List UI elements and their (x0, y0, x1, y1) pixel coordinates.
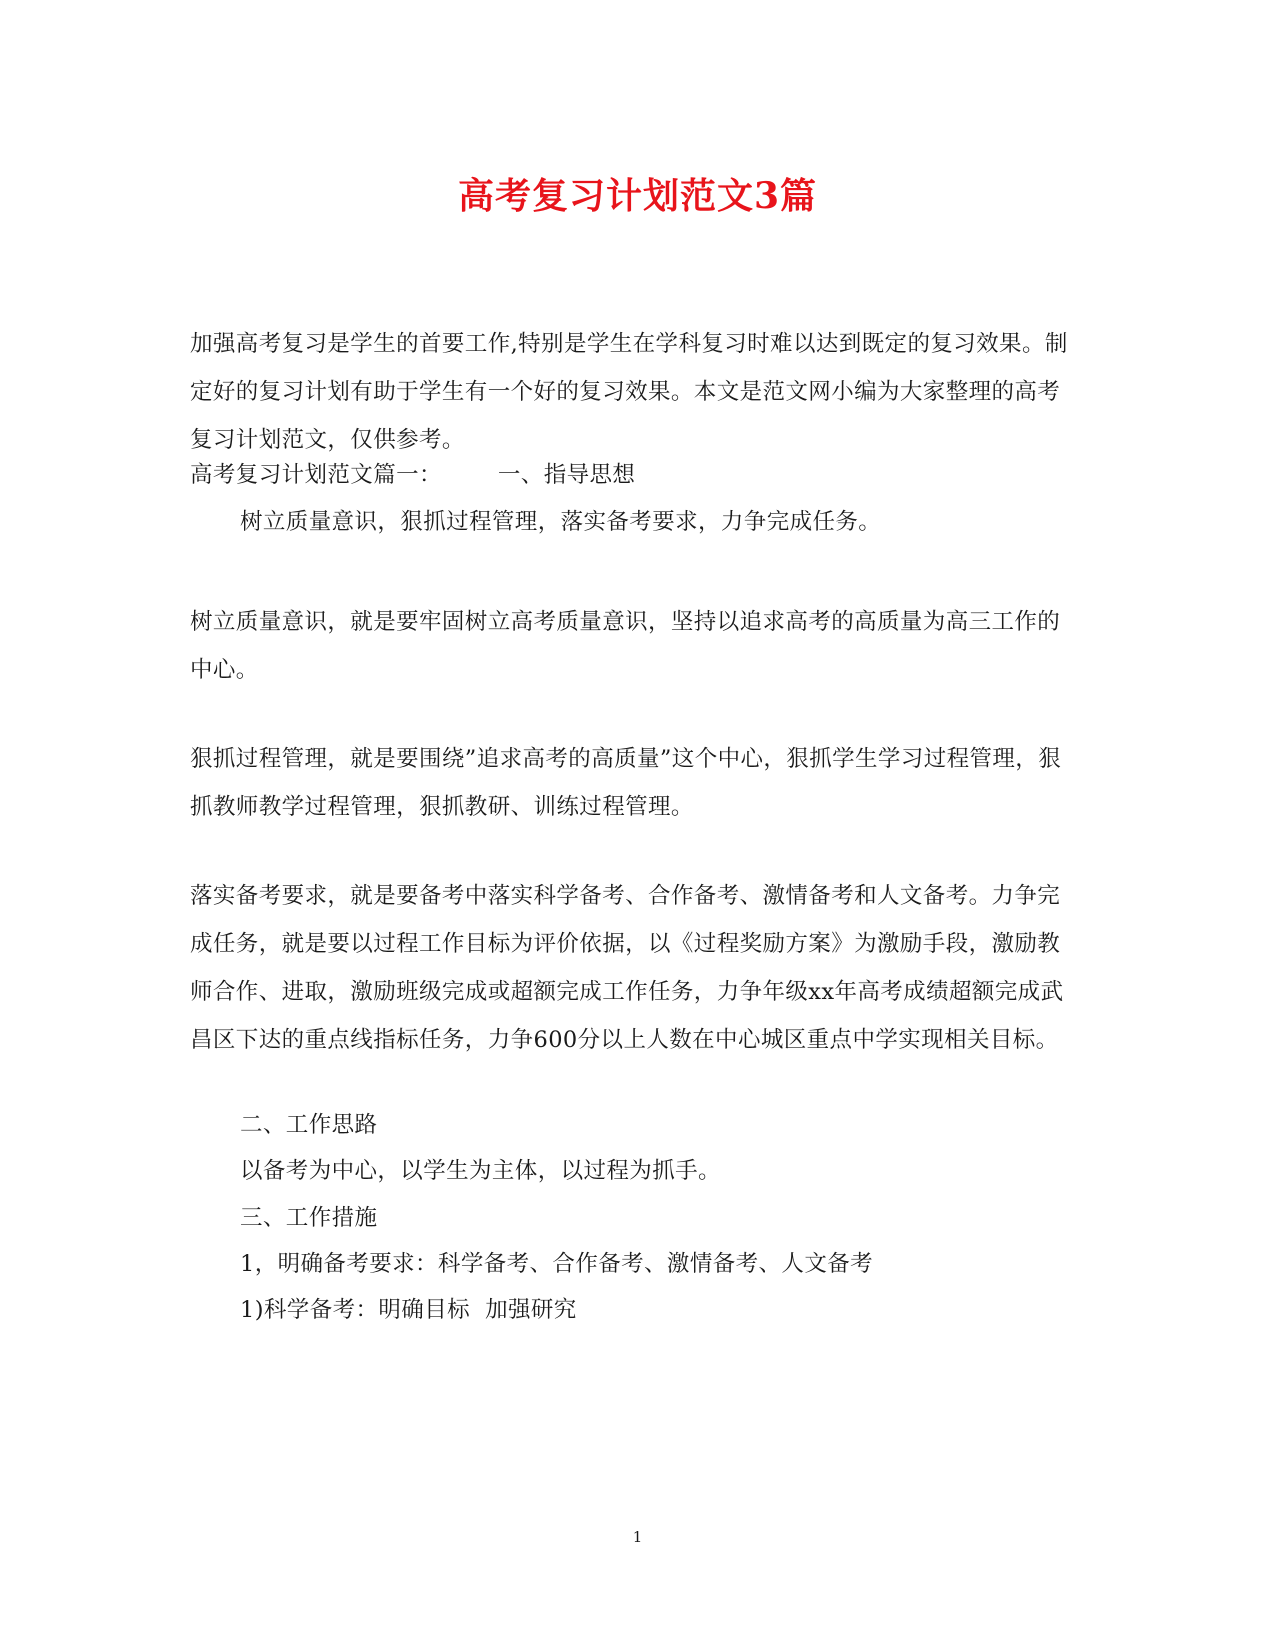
measure-item-1-1: 1)科学备考：明确目标 加强研究 (240, 1297, 577, 1323)
measure-item-1: 1，明确备考要求：科学备考、合作备考、激情备考、人文备考 (240, 1251, 874, 1277)
guiding-heading: 一、指导思想 (497, 462, 636, 488)
quality-paragraph: 树立质量意识，就是要牢固树立高考质量意识，坚持以追求高考的高质量为高三工作的中心。 (190, 609, 1061, 683)
work-idea-heading: 二、工作思路 (240, 1112, 378, 1138)
process-paragraph: 狠抓过程管理，就是要围绕”追求高考的高质量”这个中心，狠抓学生学习过程管理，狠抓教师教学过程管理，狠抓教研、训练过程管理。 (190, 746, 1062, 820)
work-idea-text: 以备考为中心，以学生为主体，以过程为抓手。 (240, 1158, 721, 1184)
page-title: 高考复习计划范文3篇 (457, 175, 818, 217)
measures-heading: 三、工作措施 (240, 1205, 378, 1231)
page-number: 1 (632, 1528, 643, 1546)
guiding-summary: 树立质量意识，狠抓过程管理，落实备考要求，力争完成任务。 (240, 509, 882, 535)
requirements-paragraph: 落实备考要求，就是要备考中落实科学备考、合作备考、激情备考和人文备考。力争完成任务，就是要以过程工作目标为评价依据，以《过程奖励方案》为激励手段，激励教师合作、进取，激励班级完成或超额完成工作任务，力争年级xx年高考成绩超额完成武昌区下达的重点线指标任务，力争600分以上人数在中心城区重点中学实现相关目标。 (190, 883, 1064, 1053)
intro-paragraph: 加强高考复习是学生的首要工作,特别是学生在学科复习时难以达到既定的复习效果。制定好的复习计划有助于学生有一个好的复习效果。本文是范文网小编为大家整理的高考复习计划范文，仅供参考。 (190, 331, 1068, 453)
section-one-label: 高考复习计划范文篇一： (190, 462, 442, 488)
section-one-heading-line (190, 460, 635, 490)
